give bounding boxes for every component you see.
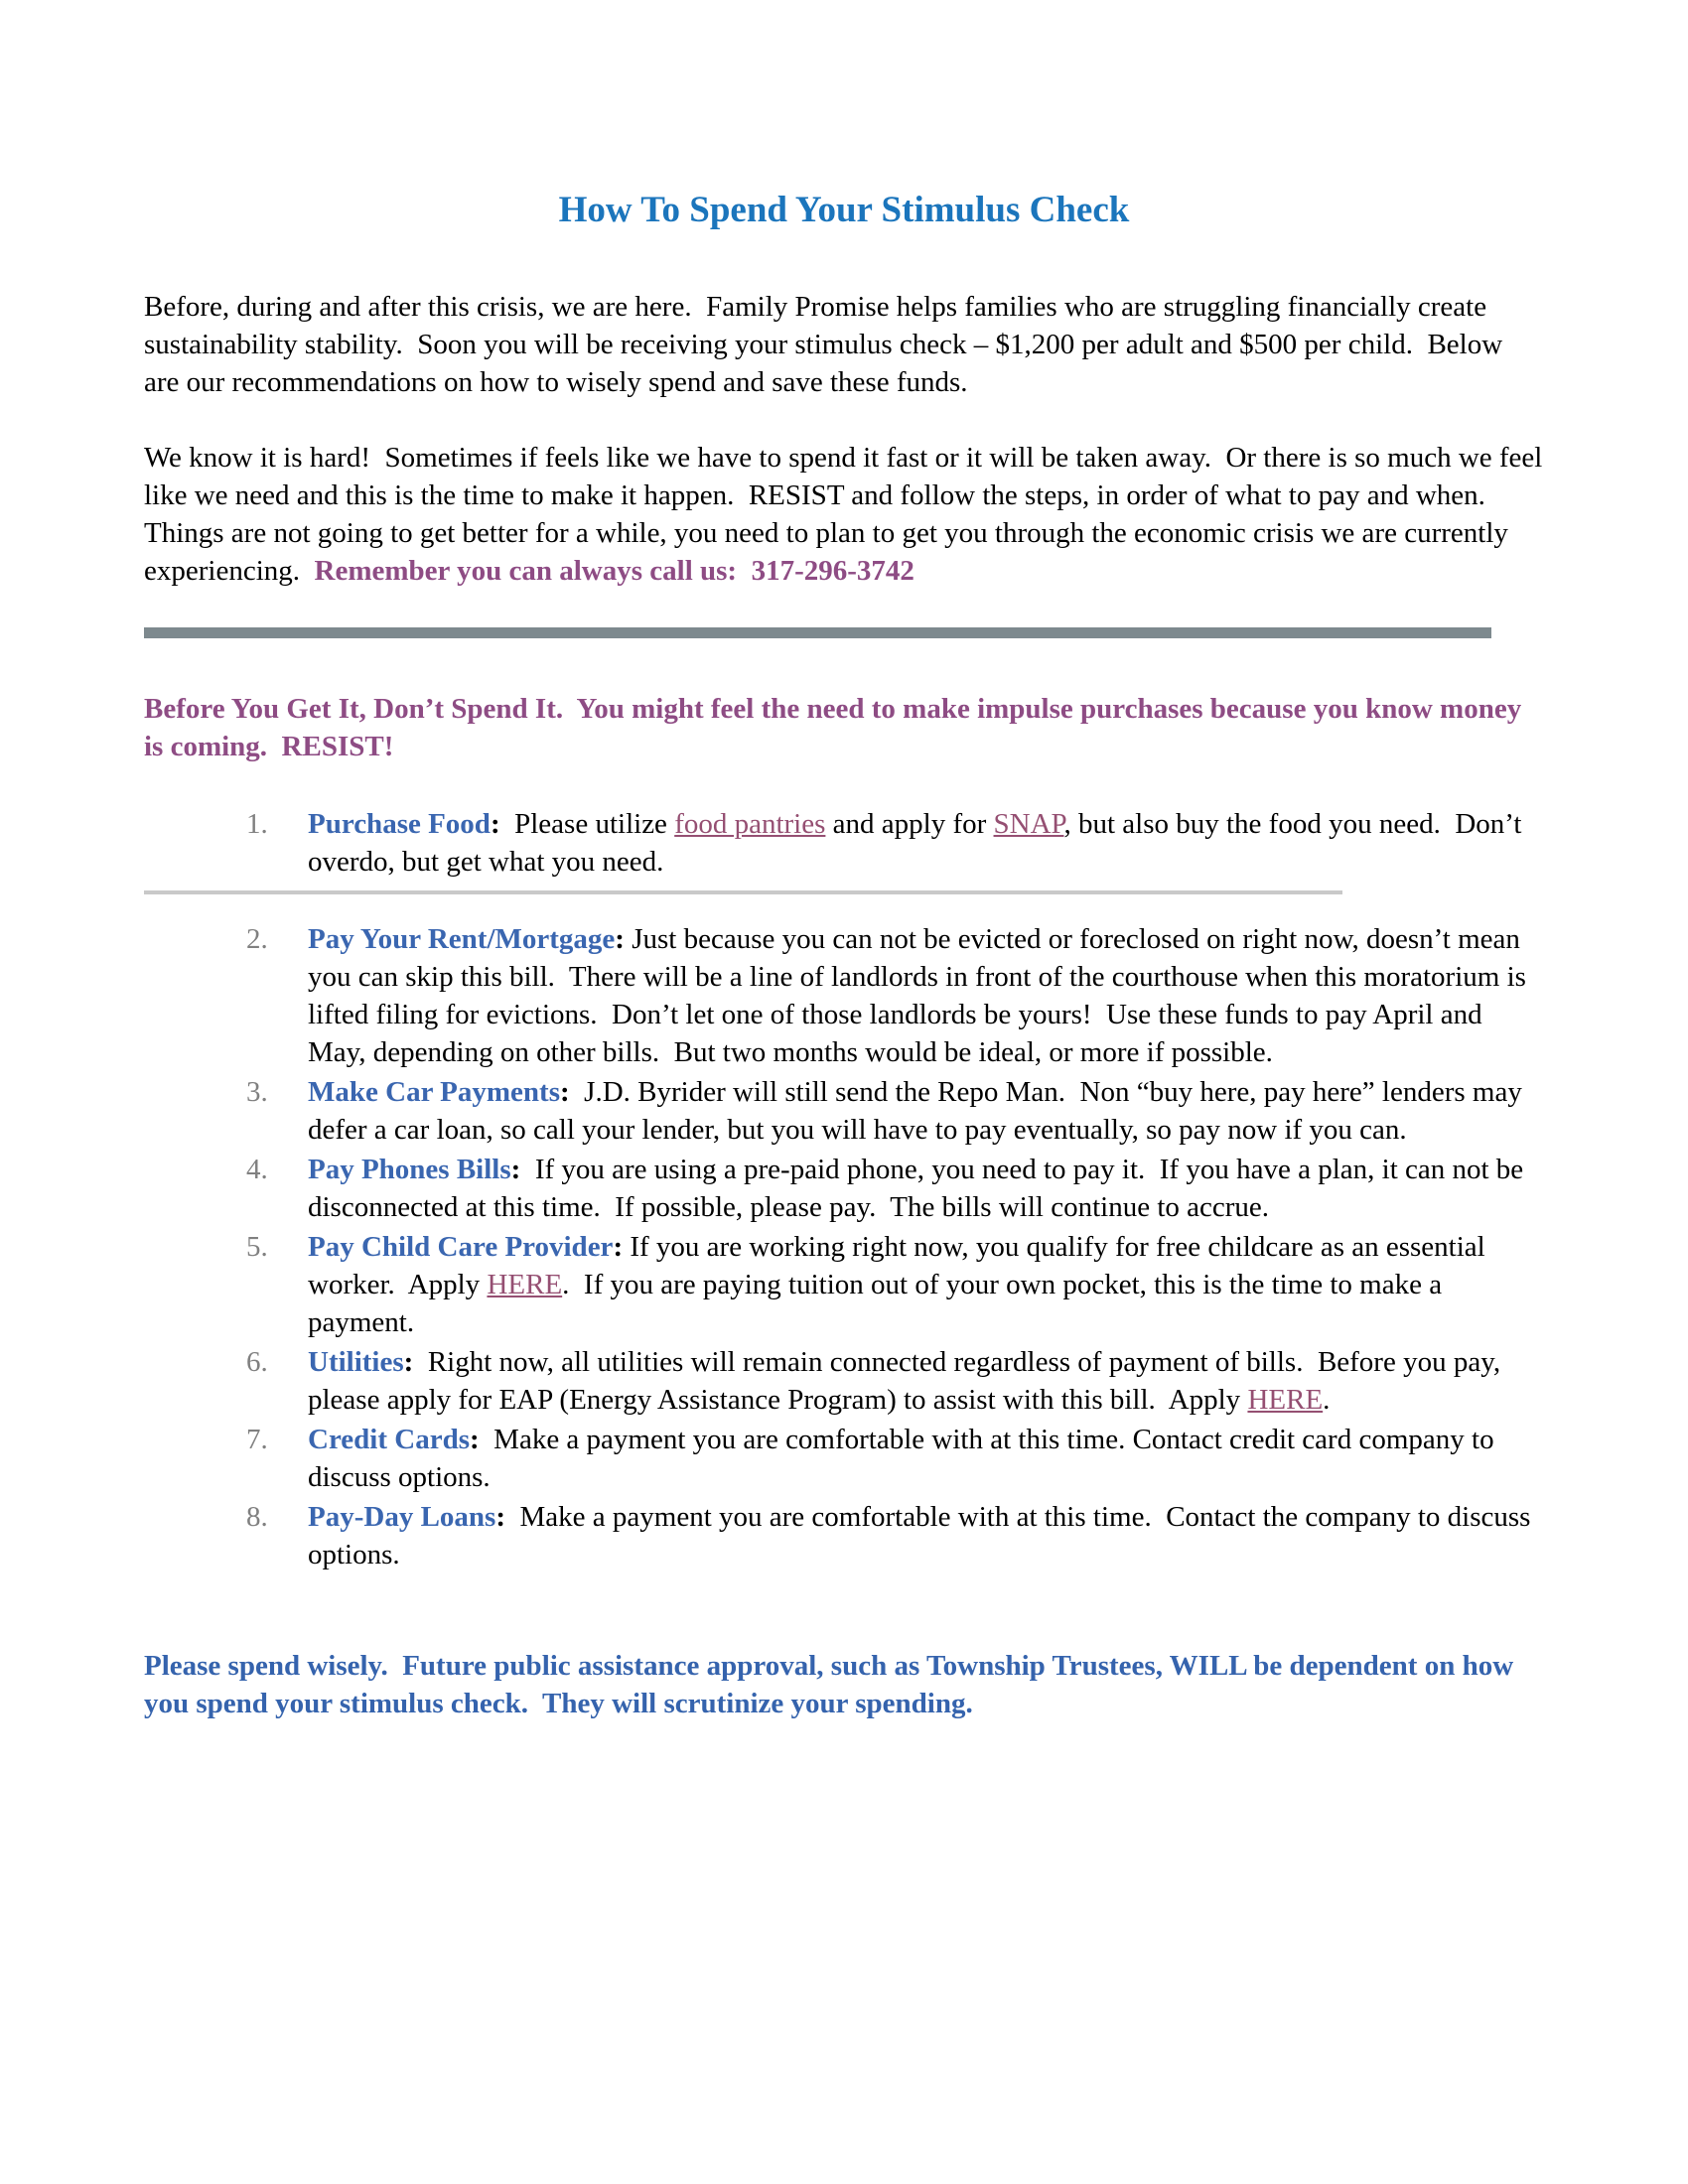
eap-apply-here-link[interactable]: HERE (1247, 1384, 1324, 1416)
list-item-number: 6. (246, 1346, 268, 1378)
list-item-run: Make a payment you are comfortable with at this time. Contact credit card company to discuss options. (308, 1424, 1501, 1493)
snap-link[interactable]: SNAP (993, 808, 1064, 840)
list-item-number: 4. (246, 1154, 268, 1185)
section-heading: Before You Get It, Don’t Spend It. You might feel the need to make impulse purchases because you know money is coming. RESIST! (144, 693, 1529, 762)
footer-note: Please spend wisely. Future public assistance approval, such as Township Trustees, WILL be dependent on how you spend your stimulus check. They will scrutinize your spending. (144, 1650, 1521, 1719)
list-item-run: If you are working right now, you qualify for free childcare as an essential worker. Apply (308, 1231, 1492, 1300)
list-item-label: Pay-Day Loans (308, 1501, 496, 1533)
list-item-label: Utilities (308, 1346, 404, 1378)
list-item-text (308, 1073, 1544, 1149)
list-item-number: 5. (246, 1231, 268, 1263)
list-item-run: . If you are paying tuition out of your own pocket, this is the time to make a payment. (308, 1269, 1450, 1338)
list-item-label: Pay Phones Bills (308, 1154, 511, 1185)
spending-priority-list (144, 805, 1544, 1573)
list-item-colon: : (615, 923, 633, 955)
list-item-text (308, 1228, 1544, 1341)
list-item-label: Purchase Food (308, 808, 491, 840)
list-item-run: Right now, all utilities will remain connected regardless of payment of bills. Before you pay, please apply for EAP (Energy Assistance Program) to assist with this bill. Apply (308, 1346, 1508, 1416)
list-item-colon: : (559, 1076, 585, 1108)
list-item-label: Credit Cards (308, 1424, 470, 1455)
list-item-run: Just because you can not be evicted or foreclosed on right now, doesn’t mean you can skip this bill. There will be a line of landlords in front of the courthouse when this moratorium is lifted filing for evictions. Don’t let one of those landlords be yours! Use these funds to pay April and May, depending on other bills. But two months would be ideal, or more if possible. (308, 923, 1534, 1068)
call-us-highlight: Remember you can always call us: 317-296-3742 (314, 555, 914, 587)
food-pantries-link[interactable]: food pantries (674, 808, 826, 840)
list-item-run: J.D. Byrider will still send the Repo Man. Non “buy here, pay here” lenders may defer a car loan, so call your lender, but you will have to pay eventually, so pay now if you can. (308, 1076, 1530, 1146)
list-item-colon: : (490, 808, 515, 840)
list-item-label: Make Car Payments (308, 1076, 560, 1108)
list-item-run: If you are using a pre-paid phone, you need to pay it. If you have a plan, it can not be disconnected at this time. If possible, please pay. The bills will continue to accrue. (308, 1154, 1531, 1223)
list-item-credit-cards (144, 1421, 1544, 1496)
list-item-colon: : (403, 1346, 428, 1378)
page-title: How To Spend Your Stimulus Check (558, 190, 1130, 230)
list-separator-line (144, 890, 1342, 894)
list-item-number: 2. (246, 923, 268, 955)
list-item-text (308, 1498, 1544, 1573)
list-item-colon: : (469, 1424, 494, 1455)
list-item-colon: : (510, 1154, 535, 1185)
list-item-payday-loans (144, 1498, 1544, 1573)
list-item-car-payments (144, 1073, 1544, 1149)
list-item-purchase-food (144, 805, 1544, 881)
list-item-run: Please utilize (514, 808, 675, 840)
list-item-number: 1. (246, 808, 268, 840)
list-item-child-care (144, 1228, 1544, 1341)
childcare-apply-here-link[interactable]: HERE (487, 1269, 563, 1300)
list-item-number: 3. (246, 1076, 268, 1108)
list-item-utilities (144, 1343, 1544, 1419)
section-divider-bar (144, 627, 1491, 638)
list-item-colon: : (495, 1501, 520, 1533)
list-item-text (308, 1421, 1544, 1496)
list-item-run: , but also buy the food you need. Don’t overdo, but get what you need. (308, 808, 1529, 878)
list-item-run: . (1323, 1384, 1331, 1416)
intro-paragraph-2 (144, 439, 1550, 590)
list-item-text (308, 920, 1544, 1071)
list-item-number: 8. (246, 1501, 268, 1533)
intro-paragraph-2-text: We know it is hard! Sometimes if feels like we have to spend it fast or it will be taken away. Or there is so much we feel like we need and this is the time to make it happen. RESIST and follow the steps, in order of what to pay and when. Things are not going to get better for a while, you need to plan to get you through the economic crisis we are currently experiencing. (144, 442, 1550, 587)
list-item-run: Make a payment you are comfortable with at this time. Contact the company to discuss options. (308, 1501, 1538, 1570)
intro-paragraph-1: Before, during and after this crisis, we are here. Family Promise helps families who are struggling financially create sustainability stability. Soon you will be receiving your stimulus check – $1,200 per adult and $500 per child. Below are our recommendations on how to wisely spend and save these funds. (144, 291, 1510, 398)
list-item-text (308, 1343, 1544, 1419)
list-item-run: and apply for (825, 808, 994, 840)
list-item-number: 7. (246, 1424, 268, 1455)
list-item-text (308, 1151, 1544, 1226)
list-item-phone-bills (144, 1151, 1544, 1226)
list-item-text (308, 805, 1544, 881)
list-item-label: Pay Your Rent/Mortgage (308, 923, 616, 955)
list-item-rent-mortgage (144, 920, 1544, 1071)
list-item-colon: : (613, 1231, 631, 1263)
list-item-label: Pay Child Care Provider (308, 1231, 614, 1263)
